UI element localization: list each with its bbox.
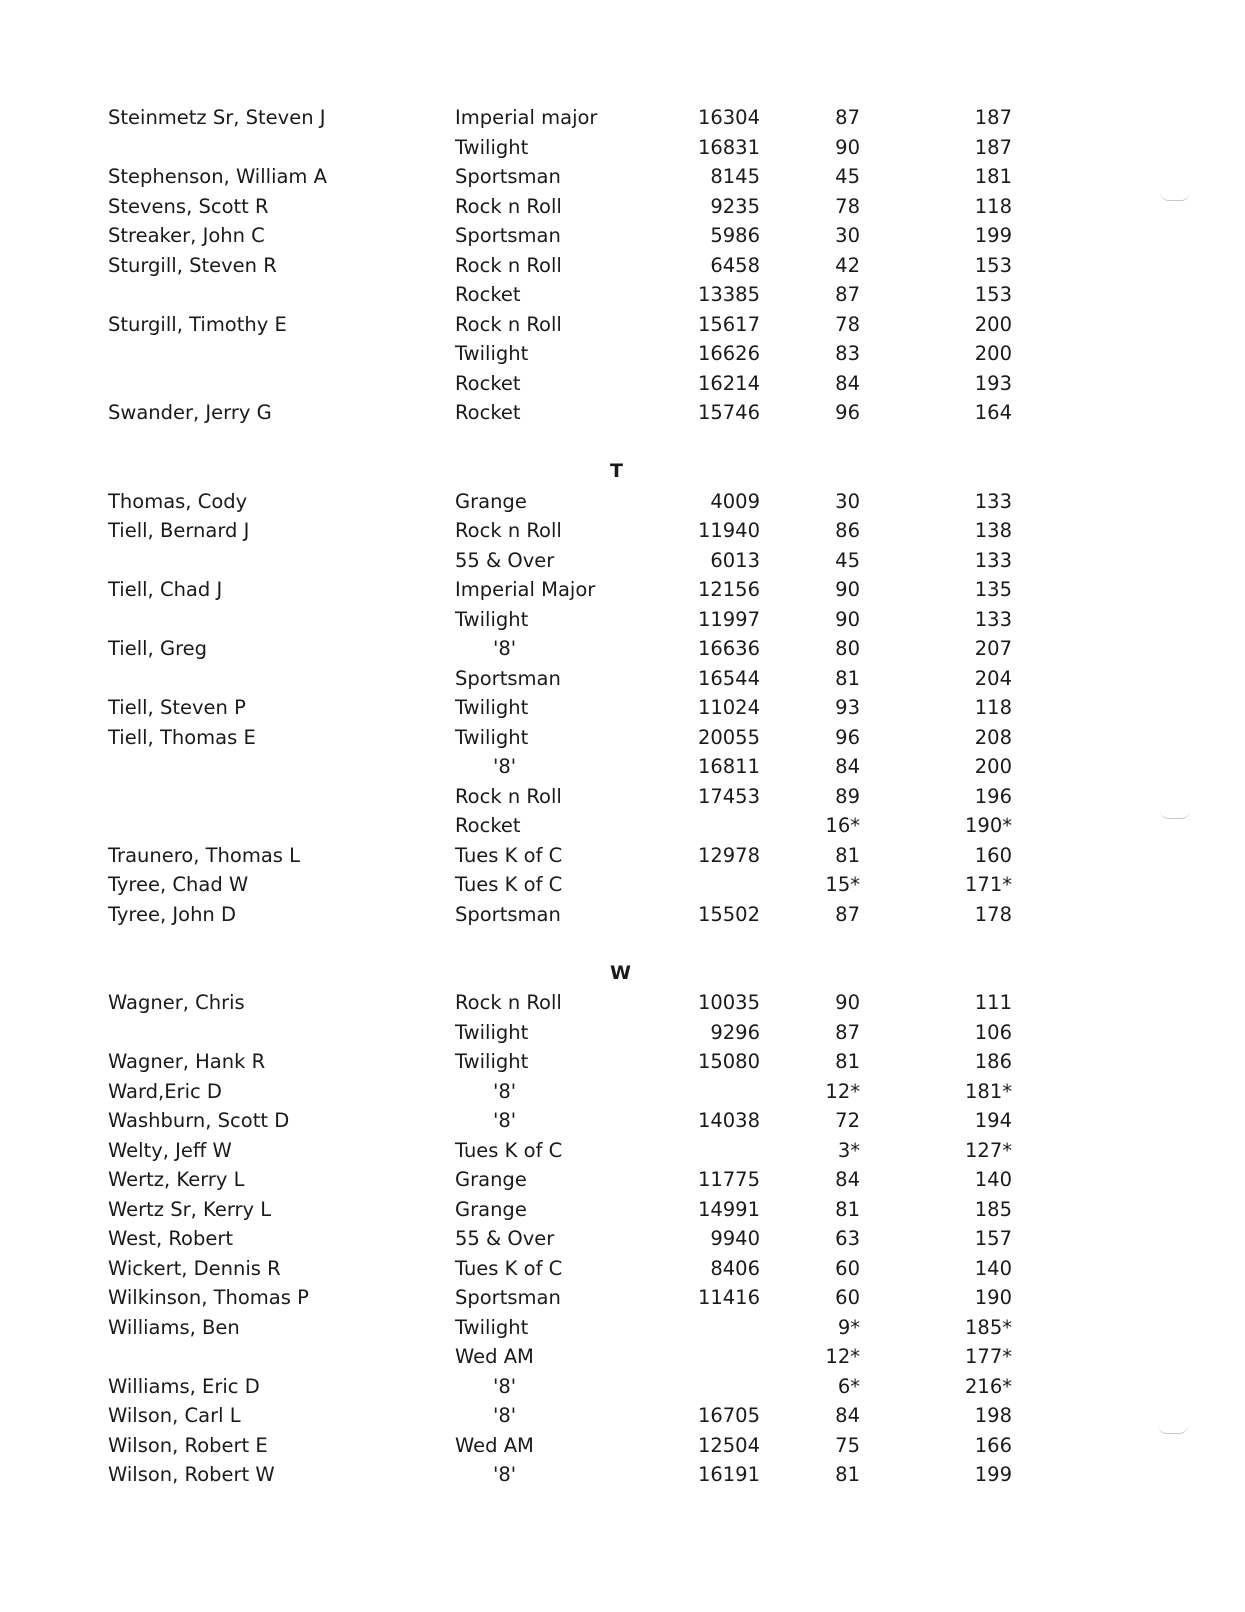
average-score: 153 (974, 283, 1012, 306)
average-score: 118 (974, 194, 1012, 218)
bowler-name: Steinmetz Sr, Steven J (108, 106, 326, 129)
pins-total: 11997 (697, 607, 760, 631)
bowler-name: Tyree, John D (108, 902, 237, 926)
table-row (0, 103, 1245, 133)
league-name: '8' (493, 755, 517, 778)
bowler-name: Sturgill, Timothy E (108, 312, 287, 336)
games-count: 75 (835, 1433, 860, 1457)
table-row (0, 1136, 1245, 1166)
table-row (0, 162, 1245, 192)
league-name: Sportsman (455, 165, 561, 188)
section-header (0, 457, 1245, 487)
average-score: 140 (974, 1256, 1012, 1280)
games-count: 30 (835, 489, 860, 513)
table-row (0, 487, 1245, 517)
table-row (0, 516, 1245, 546)
average-score: 164 (974, 401, 1012, 424)
league-name: Tues K of C (455, 1138, 563, 1162)
games-count: 81 (835, 666, 860, 690)
games-count: 84 (835, 1168, 860, 1191)
table-row (0, 192, 1245, 222)
pins-total: 12156 (697, 578, 760, 601)
table-row (0, 339, 1245, 369)
league-name: Tues K of C (455, 843, 563, 867)
pins-total: 11940 (697, 519, 760, 542)
games-count: 81 (835, 1197, 860, 1221)
league-name: Twilight (455, 1020, 529, 1044)
table-row (0, 693, 1245, 723)
pins-total: 16831 (697, 135, 760, 159)
table-row (0, 1195, 1245, 1225)
pins-total: 20055 (697, 725, 760, 749)
games-count: 81 (835, 843, 860, 867)
table-row (0, 1047, 1245, 1077)
average-score: 135 (974, 578, 1012, 601)
average-score: 190* (965, 814, 1012, 837)
games-count: 83 (835, 342, 860, 365)
pins-total: 16304 (697, 106, 760, 129)
league-name: Rocket (455, 401, 521, 424)
pins-total: 9940 (710, 1227, 760, 1250)
average-score: 216* (965, 1374, 1012, 1398)
average-score: 111 (974, 991, 1012, 1014)
bowler-name: Streaker, John C (108, 224, 265, 247)
table-row (0, 870, 1245, 900)
roster-document (0, 103, 1245, 1490)
average-score: 138 (974, 519, 1012, 542)
average-score: 127* (965, 1138, 1012, 1162)
pins-total: 16705 (697, 1404, 760, 1427)
table-row (0, 1342, 1245, 1372)
average-score: 160 (974, 843, 1012, 867)
games-count: 87 (835, 283, 860, 306)
league-name: Twilight (455, 696, 529, 719)
table-row (0, 398, 1245, 428)
games-count: 90 (835, 135, 860, 159)
league-name: Grange (455, 1168, 527, 1191)
games-count: 90 (835, 578, 860, 601)
average-score: 194 (974, 1109, 1012, 1132)
pins-total: 6458 (710, 253, 760, 277)
average-score: 204 (974, 666, 1012, 690)
average-score: 177* (965, 1345, 1012, 1368)
average-score: 200 (974, 342, 1012, 365)
table-row (0, 1077, 1245, 1107)
average-score: 178 (974, 902, 1012, 926)
bowler-name: Wagner, Hank R (108, 1050, 266, 1073)
pins-total: 16214 (697, 371, 760, 395)
pins-total: 11416 (697, 1286, 760, 1309)
league-name: Twilight (455, 342, 529, 365)
bowler-name: Tiell, Greg (108, 637, 208, 660)
average-score: 200 (974, 312, 1012, 336)
games-count: 16* (825, 814, 860, 837)
table-row (0, 133, 1245, 163)
pins-total: 5986 (710, 224, 760, 247)
games-count: 30 (835, 224, 860, 247)
pins-total: 14038 (697, 1109, 760, 1132)
games-count: 63 (835, 1227, 860, 1250)
pins-total: 4009 (710, 489, 760, 513)
games-count: 87 (835, 106, 860, 129)
average-score: 133 (974, 548, 1012, 572)
table-row (0, 369, 1245, 399)
league-name: Imperial Major (455, 578, 596, 601)
league-name: Grange (455, 489, 527, 513)
table-row (0, 1372, 1245, 1402)
games-count: 96 (835, 725, 860, 749)
league-name: Rock n Roll (455, 253, 562, 277)
bowler-name: Tiell, Chad J (108, 578, 223, 601)
pins-total: 6013 (710, 548, 760, 572)
table-row (0, 546, 1245, 576)
pins-total: 9296 (710, 1020, 760, 1044)
league-name: Twilight (455, 607, 529, 631)
table-row (0, 1106, 1245, 1136)
average-score: 166 (974, 1433, 1012, 1457)
games-count: 87 (835, 902, 860, 926)
table-row (0, 1283, 1245, 1313)
pins-total: 16811 (697, 755, 760, 778)
table-row (0, 1313, 1245, 1343)
games-count: 60 (835, 1256, 860, 1280)
bowler-name: Williams, Eric D (108, 1374, 260, 1398)
league-name: Wed AM (455, 1345, 534, 1368)
bowler-name: Washburn, Scott D (108, 1109, 290, 1132)
table-row (0, 988, 1245, 1018)
games-count: 12* (825, 1345, 860, 1368)
table-row (0, 723, 1245, 753)
table-row (0, 1460, 1245, 1490)
table-row (0, 1165, 1245, 1195)
table-row (0, 1018, 1245, 1048)
average-score: 106 (974, 1020, 1012, 1044)
bowler-name: Stephenson, William A (108, 165, 327, 188)
average-score: 199 (974, 224, 1012, 247)
bowler-name: Sturgill, Steven R (108, 253, 277, 277)
table-row (0, 634, 1245, 664)
bowler-name: Wagner, Chris (108, 991, 245, 1014)
pins-total: 16544 (697, 666, 760, 690)
games-count: 93 (835, 696, 860, 719)
table-row (0, 1431, 1245, 1461)
games-count: 96 (835, 401, 860, 424)
bowler-name: Wilkinson, Thomas P (108, 1286, 309, 1309)
pins-total: 8406 (710, 1256, 760, 1280)
league-name: Tues K of C (455, 1256, 563, 1280)
games-count: 3* (837, 1138, 860, 1162)
league-name: Wed AM (455, 1433, 534, 1457)
table-row (0, 900, 1245, 930)
table-row (0, 575, 1245, 605)
average-score: 153 (974, 253, 1012, 277)
bowler-name: Wertz, Kerry L (108, 1168, 245, 1191)
league-name: Rock n Roll (455, 312, 562, 336)
table-row (0, 280, 1245, 310)
average-score: 199 (974, 1463, 1012, 1486)
scan-artifact (1160, 810, 1190, 819)
average-score: 118 (974, 696, 1012, 719)
table-row (0, 782, 1245, 812)
average-score: 133 (974, 607, 1012, 631)
league-name: Rock n Roll (455, 991, 562, 1014)
bowler-name: Traunero, Thomas L (108, 843, 301, 867)
section-gap (0, 428, 1245, 458)
games-count: 90 (835, 991, 860, 1014)
games-count: 6* (837, 1374, 860, 1398)
bowler-name: Ward,Eric D (108, 1079, 222, 1103)
pins-total: 14991 (697, 1197, 760, 1221)
average-score: 190 (974, 1286, 1012, 1309)
games-count: 42 (835, 253, 860, 277)
league-name: 55 & Over (455, 548, 555, 572)
games-count: 78 (835, 194, 860, 218)
pins-total: 15502 (697, 902, 760, 926)
games-count: 78 (835, 312, 860, 336)
league-name: Grange (455, 1197, 527, 1221)
games-count: 80 (835, 637, 860, 660)
average-score: 171* (965, 873, 1012, 896)
bowler-name: Wilson, Robert W (108, 1463, 275, 1486)
table-row (0, 221, 1245, 251)
bowler-name: Thomas, Cody (108, 489, 248, 513)
bowler-name: Tyree, Chad W (108, 873, 249, 896)
table-row (0, 310, 1245, 340)
pins-total: 17453 (697, 784, 760, 808)
games-count: 81 (835, 1050, 860, 1073)
bowler-name: Wickert, Dennis R (108, 1256, 281, 1280)
league-name: 55 & Over (455, 1227, 555, 1250)
average-score: 185 (974, 1197, 1012, 1221)
pins-total: 15080 (697, 1050, 760, 1073)
pins-total: 15617 (697, 312, 760, 336)
table-row (0, 841, 1245, 871)
bowler-name: Tiell, Steven P (108, 696, 246, 719)
table-row (0, 752, 1245, 782)
bowler-name: Wilson, Carl L (108, 1404, 241, 1427)
bowler-name: Williams, Ben (108, 1315, 240, 1339)
games-count: 72 (835, 1109, 860, 1132)
bowler-name: Wilson, Robert E (108, 1433, 268, 1457)
average-score: 200 (974, 755, 1012, 778)
bowler-name: Tiell, Thomas E (108, 725, 256, 749)
pins-total: 8145 (710, 165, 760, 188)
bowler-name: Wertz Sr, Kerry L (108, 1197, 272, 1221)
table-row (0, 1254, 1245, 1284)
games-count: 60 (835, 1286, 860, 1309)
league-name: '8' (493, 1404, 517, 1427)
section-gap (0, 929, 1245, 959)
pins-total: 9235 (710, 194, 760, 218)
scan-artifact (1158, 1425, 1188, 1434)
games-count: 12* (825, 1079, 860, 1103)
league-name: Rocket (455, 371, 521, 395)
league-name: Rock n Roll (455, 194, 562, 218)
league-name: '8' (493, 1109, 517, 1132)
average-score: 193 (974, 371, 1012, 395)
games-count: 87 (835, 1020, 860, 1044)
league-name: Twilight (455, 135, 529, 159)
games-count: 84 (835, 1404, 860, 1427)
bowler-name: Tiell, Bernard J (108, 519, 250, 542)
average-score: 185* (965, 1315, 1012, 1339)
league-name: '8' (493, 1079, 517, 1103)
average-score: 196 (974, 784, 1012, 808)
league-name: '8' (493, 1374, 517, 1398)
bowler-name: West, Robert (108, 1227, 233, 1250)
games-count: 15* (825, 873, 860, 896)
pins-total: 15746 (697, 401, 760, 424)
games-count: 86 (835, 519, 860, 542)
league-name: Imperial major (455, 106, 598, 129)
games-count: 45 (835, 548, 860, 572)
league-name: Tues K of C (455, 873, 563, 896)
pins-total: 13385 (697, 283, 760, 306)
league-name: Rocket (455, 283, 521, 306)
pins-total: 12978 (697, 843, 760, 867)
games-count: 9* (837, 1315, 860, 1339)
bowler-name: Swander, Jerry G (108, 401, 272, 424)
league-name: '8' (493, 637, 517, 660)
games-count: 84 (835, 371, 860, 395)
table-row (0, 605, 1245, 635)
games-count: 81 (835, 1463, 860, 1486)
league-name: Sportsman (455, 666, 561, 690)
table-row (0, 251, 1245, 281)
bowler-name: Stevens, Scott R (108, 194, 269, 218)
games-count: 89 (835, 784, 860, 808)
league-name: '8' (493, 1463, 517, 1486)
average-score: 186 (974, 1050, 1012, 1073)
pins-total: 12504 (697, 1433, 760, 1457)
league-name: Twilight (455, 1050, 529, 1073)
league-name: Twilight (455, 1315, 529, 1339)
average-score: 133 (974, 489, 1012, 513)
average-score: 208 (974, 725, 1012, 749)
scan-artifact (1160, 192, 1190, 201)
average-score: 181 (974, 165, 1012, 188)
bowler-name: Welty, Jeff W (108, 1138, 232, 1162)
section-header (0, 959, 1245, 989)
average-score: 140 (974, 1168, 1012, 1191)
section-letter: T (610, 460, 623, 482)
average-score: 187 (974, 135, 1012, 159)
average-score: 157 (974, 1227, 1012, 1250)
games-count: 90 (835, 607, 860, 631)
league-name: Rock n Roll (455, 784, 562, 808)
league-name: Rock n Roll (455, 519, 562, 542)
table-row (0, 1224, 1245, 1254)
pins-total: 10035 (697, 991, 760, 1014)
table-row (0, 1401, 1245, 1431)
pins-total: 16626 (697, 342, 760, 365)
average-score: 198 (974, 1404, 1012, 1427)
league-name: Sportsman (455, 902, 561, 926)
league-name: Twilight (455, 725, 529, 749)
pins-total: 11775 (697, 1168, 760, 1191)
section-letter: W (610, 961, 631, 984)
average-score: 181* (965, 1079, 1012, 1103)
league-name: Rocket (455, 814, 521, 837)
pins-total: 11024 (697, 696, 760, 719)
table-row (0, 664, 1245, 694)
average-score: 187 (974, 106, 1012, 129)
league-name: Sportsman (455, 224, 561, 247)
games-count: 84 (835, 755, 860, 778)
league-name: Sportsman (455, 1286, 561, 1309)
pins-total: 16191 (697, 1463, 760, 1486)
games-count: 45 (835, 165, 860, 188)
pins-total: 16636 (697, 637, 760, 660)
table-row (0, 811, 1245, 841)
average-score: 207 (974, 637, 1012, 660)
